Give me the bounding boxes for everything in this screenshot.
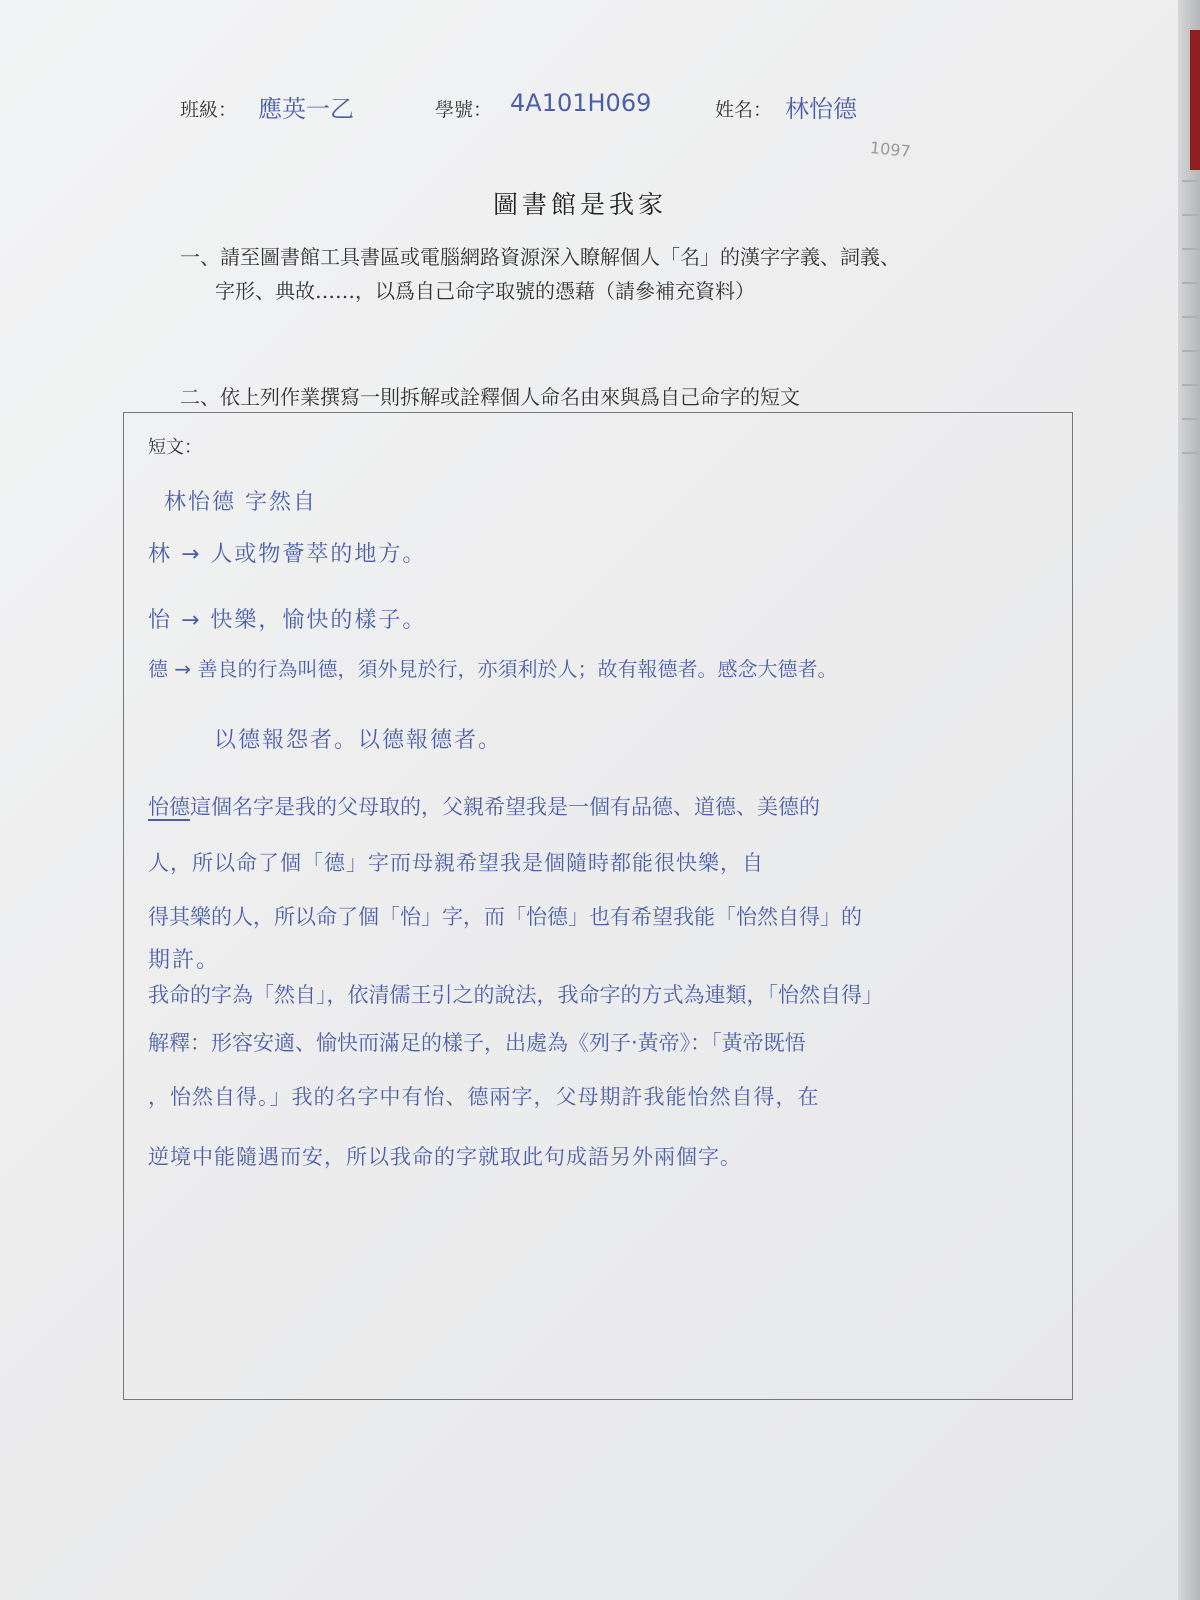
page-title: 圖書館是我家 xyxy=(492,190,667,219)
essay-box xyxy=(123,412,1073,1400)
essay-line: ，怡然自得。」我的名字中有怡、德兩字，父母期許我能怡然自得，在 xyxy=(148,1085,820,1109)
instruction-item-1-line-1: 一、請至圖書館工具書區或電腦網路資源深入瞭解個人「名」的漢字字義、詞義、 xyxy=(180,245,900,269)
binder-edge-red-tab xyxy=(1190,30,1200,170)
essay-line: 期許。 xyxy=(148,948,221,973)
student-id-label: 學號： xyxy=(435,99,493,121)
essay-line: 怡 → 快樂，愉快的樣子。 xyxy=(148,608,427,633)
essay-line: 得其樂的人，所以命了個「怡」字，而「怡德」也有希望我能「怡然自得」的 xyxy=(148,905,862,929)
name-value: 林怡德 xyxy=(785,95,857,123)
class-label: 班級： xyxy=(180,99,238,121)
instruction-item-2: 二、依上列作業撰寫一則拆解或詮釋個人命名由來與爲自己命字的短文 xyxy=(180,385,800,409)
instruction-item-1-line-2: 字形、典故……，以爲自己命字取號的憑藉（請參補充資料） xyxy=(215,279,755,303)
student-id-value: 4A101H069 xyxy=(510,89,652,117)
essay-line: 解釋：形容安適、愉快而滿足的樣子，出處為《列子‧黃帝》：「黃帝既悟 xyxy=(148,1031,806,1055)
binder-edge-lines xyxy=(1182,180,1198,480)
essay-line: 以德報怨者。以德報德者。 xyxy=(214,728,503,753)
essay-line: 林 → 人或物薈萃的地方。 xyxy=(148,542,427,567)
name-label: 姓名： xyxy=(715,99,773,121)
essay-label: 短文： xyxy=(148,437,202,458)
pencil-note: 1097 xyxy=(869,137,912,162)
essay-line-text: 這個名字是我的父母取的，父親希望我是一個有品德、道德、美德的 xyxy=(190,795,820,819)
underlined-name: 怡德 xyxy=(148,795,190,819)
essay-line: 林怡德 字然自 xyxy=(164,490,317,515)
essay-line: 我命的字為「然自」，依清儒王引之的說法，我命字的方式為連類，「怡然自得」 xyxy=(148,983,883,1007)
essay-line: 德 → 善良的行為叫德，須外見於行，亦須利於人；故有報德者。感念大德者。 xyxy=(148,657,838,681)
student-info-header xyxy=(180,89,940,135)
essay-line: 人，所以命了個「德」字而母親希望我是個隨時都能很快樂，自 xyxy=(148,851,764,875)
essay-line: 逆境中能隨遇而安，所以我命的字就取此句成語另外兩個字。 xyxy=(148,1145,742,1169)
class-value: 應英一乙 xyxy=(258,95,354,123)
essay-paragraph-line xyxy=(148,791,820,821)
